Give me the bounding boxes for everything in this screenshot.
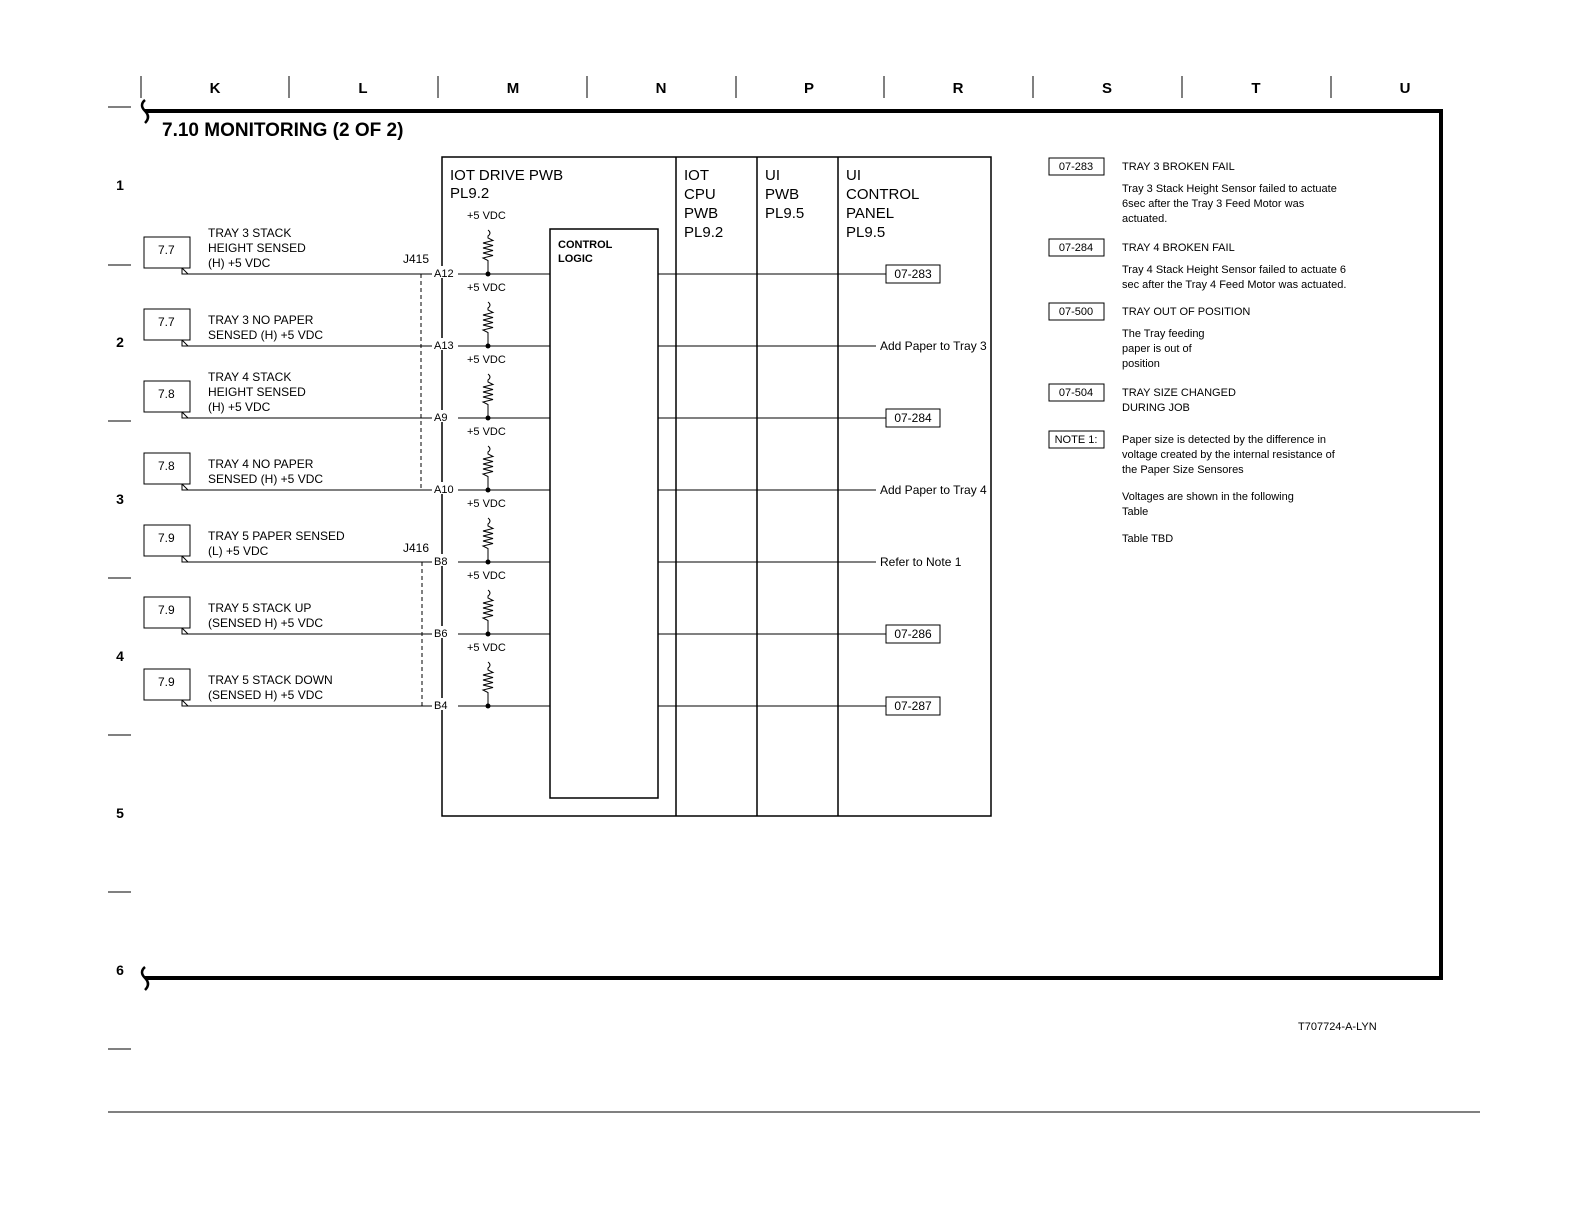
supply-label: +5 VDC xyxy=(467,498,506,510)
board-title: IOT xyxy=(684,167,709,184)
legend-entry xyxy=(1049,303,1250,370)
supply-label: +5 VDC xyxy=(467,570,506,582)
status-code: 07-283 xyxy=(894,267,932,281)
legend-entry xyxy=(1049,384,1236,414)
ui-control-panel-header xyxy=(846,167,919,241)
signal-label: SENSED (H) +5 VDC xyxy=(208,328,324,342)
board-part: PL9.2 xyxy=(450,185,490,202)
board-part: PL9.2 xyxy=(684,224,724,241)
legend-text: 6sec after the Tray 3 Feed Motor was xyxy=(1122,198,1305,210)
board-title: UI xyxy=(846,167,861,184)
pull-up-resistor xyxy=(483,518,493,562)
signal-row xyxy=(144,426,987,497)
column-letter: M xyxy=(506,80,520,97)
signal-label: (SENSED H) +5 VDC xyxy=(208,688,324,702)
legend-code: 07-283 xyxy=(1058,161,1094,173)
pull-up-resistor xyxy=(483,230,493,274)
signal-row xyxy=(144,498,962,569)
control-logic-label: CONTROL xyxy=(558,239,613,251)
row-number: 6 xyxy=(116,962,124,978)
legend-code: NOTE 1: xyxy=(1054,434,1098,446)
output-message: Add Paper to Tray 4 xyxy=(880,483,987,497)
legend-entry xyxy=(1049,431,1336,545)
page-title: 7.10 MONITORING (2 OF 2) xyxy=(162,120,404,141)
column-letter: K xyxy=(209,80,221,97)
row-ruler xyxy=(108,107,131,1049)
connector-label: J416 xyxy=(403,541,430,555)
control-logic-block xyxy=(550,229,658,798)
legend-text: Tray 4 Stack Height Sensor failed to actuate 6 xyxy=(1122,264,1346,276)
legend-entry xyxy=(1049,158,1337,225)
junction-dot xyxy=(486,704,491,709)
pull-up-resistor xyxy=(483,446,493,490)
pin-label: B6 xyxy=(434,628,448,640)
column-letter: U xyxy=(1399,80,1411,97)
signal-row xyxy=(144,354,940,427)
legend-title: TRAY 3 BROKEN FAIL xyxy=(1122,161,1235,173)
legend-text: DURING JOB xyxy=(1122,402,1190,414)
legend-code: 07-284 xyxy=(1058,242,1094,254)
legend-entry xyxy=(1049,239,1346,291)
legend-text: Table TBD xyxy=(1122,533,1174,545)
column-letter: P xyxy=(803,80,815,97)
ref-number: 7.7 xyxy=(158,315,175,329)
signal-label: TRAY 5 PAPER SENSED xyxy=(208,529,345,543)
legend-text: The Tray feeding xyxy=(1122,328,1205,340)
signal-label: TRAY 4 STACK xyxy=(208,370,292,384)
board-part: PL9.5 xyxy=(846,224,886,241)
ref-number: 7.7 xyxy=(158,243,175,257)
legend-text: paper is out of xyxy=(1122,343,1192,355)
legend-text: actuated. xyxy=(1122,213,1168,225)
pin-label: A10 xyxy=(434,484,454,496)
junction-dot xyxy=(486,272,491,277)
signal-row xyxy=(144,282,987,353)
ref-number: 7.8 xyxy=(158,459,175,473)
code-legend xyxy=(1049,158,1346,545)
output-message: Add Paper to Tray 3 xyxy=(880,339,987,353)
legend-text: Table xyxy=(1122,506,1149,518)
document-id: T707724-A-LYN xyxy=(1298,1021,1377,1033)
signal-label: (H) +5 VDC xyxy=(208,256,271,270)
status-code: 07-287 xyxy=(894,699,932,713)
legend-code: 07-500 xyxy=(1058,306,1094,318)
legend-title: TRAY SIZE CHANGED xyxy=(1122,387,1236,399)
legend-text: the Paper Size Sensores xyxy=(1122,464,1244,476)
column-ruler xyxy=(141,76,1410,98)
pull-up-resistor xyxy=(483,590,493,634)
legend-title: Paper size is detected by the difference in xyxy=(1122,434,1327,446)
supply-label: +5 VDC xyxy=(467,426,506,438)
legend-code: 07-504 xyxy=(1058,387,1094,399)
board-title: CPU xyxy=(684,186,716,203)
connector-label: J415 xyxy=(403,252,430,266)
row-number: 1 xyxy=(116,177,124,193)
board-title: PWB xyxy=(684,205,719,222)
ref-number: 7.9 xyxy=(158,603,175,617)
pin-label: B4 xyxy=(434,700,448,712)
ref-number: 7.9 xyxy=(158,675,175,689)
signal-rows xyxy=(144,210,987,715)
junction-dot xyxy=(486,488,491,493)
pull-up-resistor xyxy=(483,662,493,706)
signal-label: (SENSED H) +5 VDC xyxy=(208,616,324,630)
supply-label: +5 VDC xyxy=(467,282,506,294)
board-title: IOT DRIVE PWB xyxy=(450,167,564,184)
junction-dot xyxy=(486,560,491,565)
board-title: CONTROL xyxy=(846,186,920,203)
junction-dot xyxy=(486,632,491,637)
signal-label: TRAY 5 STACK DOWN xyxy=(208,673,333,687)
legend-text: sec after the Tray 4 Feed Motor was actuated. xyxy=(1122,279,1347,291)
junction-dot xyxy=(486,344,491,349)
signal-label: TRAY 3 STACK xyxy=(208,226,292,240)
signal-label: TRAY 4 NO PAPER xyxy=(208,457,314,471)
row-number: 4 xyxy=(116,648,124,664)
pin-label: A9 xyxy=(434,412,448,424)
legend-title: TRAY OUT OF POSITION xyxy=(1122,306,1251,318)
board-title: PANEL xyxy=(846,205,895,222)
row-number: 2 xyxy=(116,334,124,350)
supply-label: +5 VDC xyxy=(467,210,506,222)
signal-label: (L) +5 VDC xyxy=(208,544,269,558)
signal-row xyxy=(144,642,940,715)
junction-dot xyxy=(486,416,491,421)
pull-up-resistor xyxy=(483,302,493,346)
pin-label: B8 xyxy=(434,556,448,568)
supply-label: +5 VDC xyxy=(467,642,506,654)
legend-text: Voltages are shown in the following xyxy=(1122,491,1294,503)
supply-label: +5 VDC xyxy=(467,354,506,366)
output-message: Refer to Note 1 xyxy=(880,555,962,569)
ref-number: 7.9 xyxy=(158,531,175,545)
pin-label: A13 xyxy=(434,340,454,352)
iot-cpu-pwb-header xyxy=(684,167,723,241)
row-number: 5 xyxy=(116,805,124,821)
signal-label: TRAY 3 NO PAPER xyxy=(208,313,314,327)
legend-text: position xyxy=(1122,358,1160,370)
column-letter: L xyxy=(358,80,368,97)
column-letter: S xyxy=(1101,80,1113,97)
column-letter: N xyxy=(655,80,667,97)
control-logic-label: LOGIC xyxy=(558,253,593,265)
board-part: PL9.5 xyxy=(765,205,805,222)
legend-text: voltage created by the internal resistance of xyxy=(1122,449,1335,461)
pull-up-resistor xyxy=(483,374,493,418)
iot-drive-pwb-header xyxy=(450,167,563,202)
board-title: UI xyxy=(765,167,780,184)
ui-pwb-header xyxy=(765,167,804,222)
pin-label: A12 xyxy=(434,268,454,280)
signal-label: HEIGHT SENSED xyxy=(208,385,306,399)
column-letter: T xyxy=(1251,80,1261,97)
column-letter: R xyxy=(952,80,964,97)
signal-row xyxy=(144,570,940,643)
status-code: 07-286 xyxy=(894,627,932,641)
legend-text: Tray 3 Stack Height Sensor failed to actuate xyxy=(1122,183,1337,195)
row-number: 3 xyxy=(116,491,124,507)
status-code: 07-284 xyxy=(894,411,932,425)
signal-row xyxy=(144,210,940,283)
board-title: PWB xyxy=(765,186,800,203)
ref-number: 7.8 xyxy=(158,387,175,401)
sheet-frame xyxy=(142,100,1441,990)
signal-label: (H) +5 VDC xyxy=(208,400,271,414)
signal-label: HEIGHT SENSED xyxy=(208,241,306,255)
legend-title: TRAY 4 BROKEN FAIL xyxy=(1122,242,1235,254)
signal-label: TRAY 5 STACK UP xyxy=(208,601,312,615)
signal-label: SENSED (H) +5 VDC xyxy=(208,472,324,486)
